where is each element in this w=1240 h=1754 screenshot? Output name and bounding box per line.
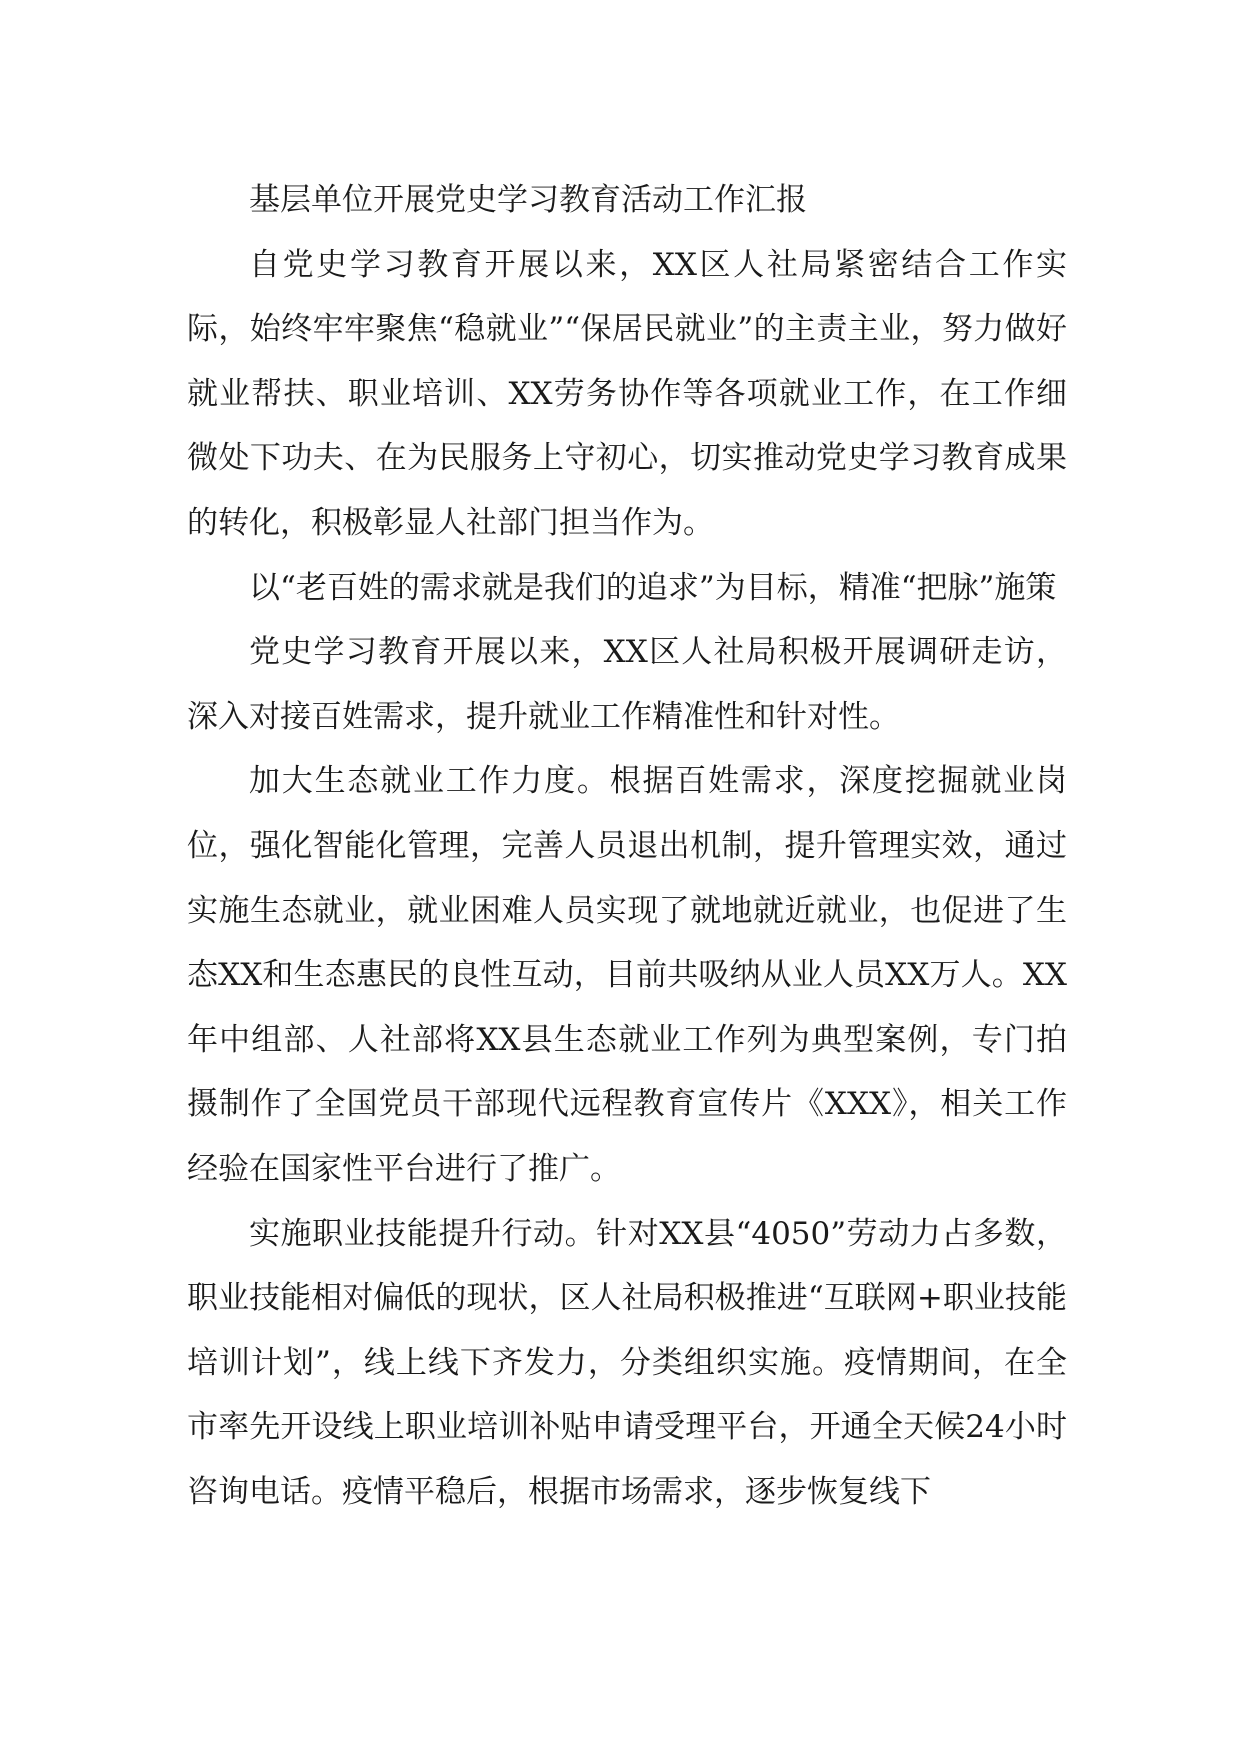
- paragraph-ecological-employment: 加大生态就业工作力度。根据百姓需求，深度挖掘就业岗位，强化智能化管理，完善人员退出机制，提升管理实效，通过实施生态就业，就业困难人员实现了就地就近就业，也促进了生态XX和生态惠民的良性互动，目前共吸纳从业人员XX万人。XX年中组部、人社部将XX县生态就业工作列为典型案例，专门拍摄制作了全国党员干部现代远程教育宣传片《XXX》，相关工作经验在国家性平台进行了推广。: [187, 763, 1067, 1187]
- paragraph-skills-training: 实施职业技能提升行动。针对XX县“4050”劳动力占多数，职业技能相对偏低的现状，区人社局积极推进“互联网+职业技能培训计划”，线上线下齐发力，分类组织实施。疫情期间，在全市率先开设线上职业培训补贴申请受理平台，开通全天候24小时咨询电话。疫情平稳后，根据市场需求，逐步恢复线下: [187, 1215, 1067, 1510]
- document-body: [187, 168, 1067, 1524]
- document-title: 基层单位开展党史学习教育活动工作汇报: [249, 182, 807, 218]
- paragraph-intro: 自党史学习教育开展以来，XX区人社局紧密结合工作实际，始终牢牢聚焦“稳就业”“保居民就业”的主责主业，努力做好就业帮扶、职业培训、XX劳务协作等各项就业工作，在工作细微处下功夫、在为民服务上守初心，切实推动党史学习教育成果的转化，积极彰显人社部门担当作为。: [187, 246, 1067, 541]
- paragraph-research: 党史学习教育开展以来，XX区人社局积极开展调研走访，深入对接百姓需求，提升就业工作精准性和针对性。: [187, 634, 1067, 735]
- section-heading: 以“老百姓的需求就是我们的追求”为目标，精准“把脉”施策: [249, 569, 1057, 606]
